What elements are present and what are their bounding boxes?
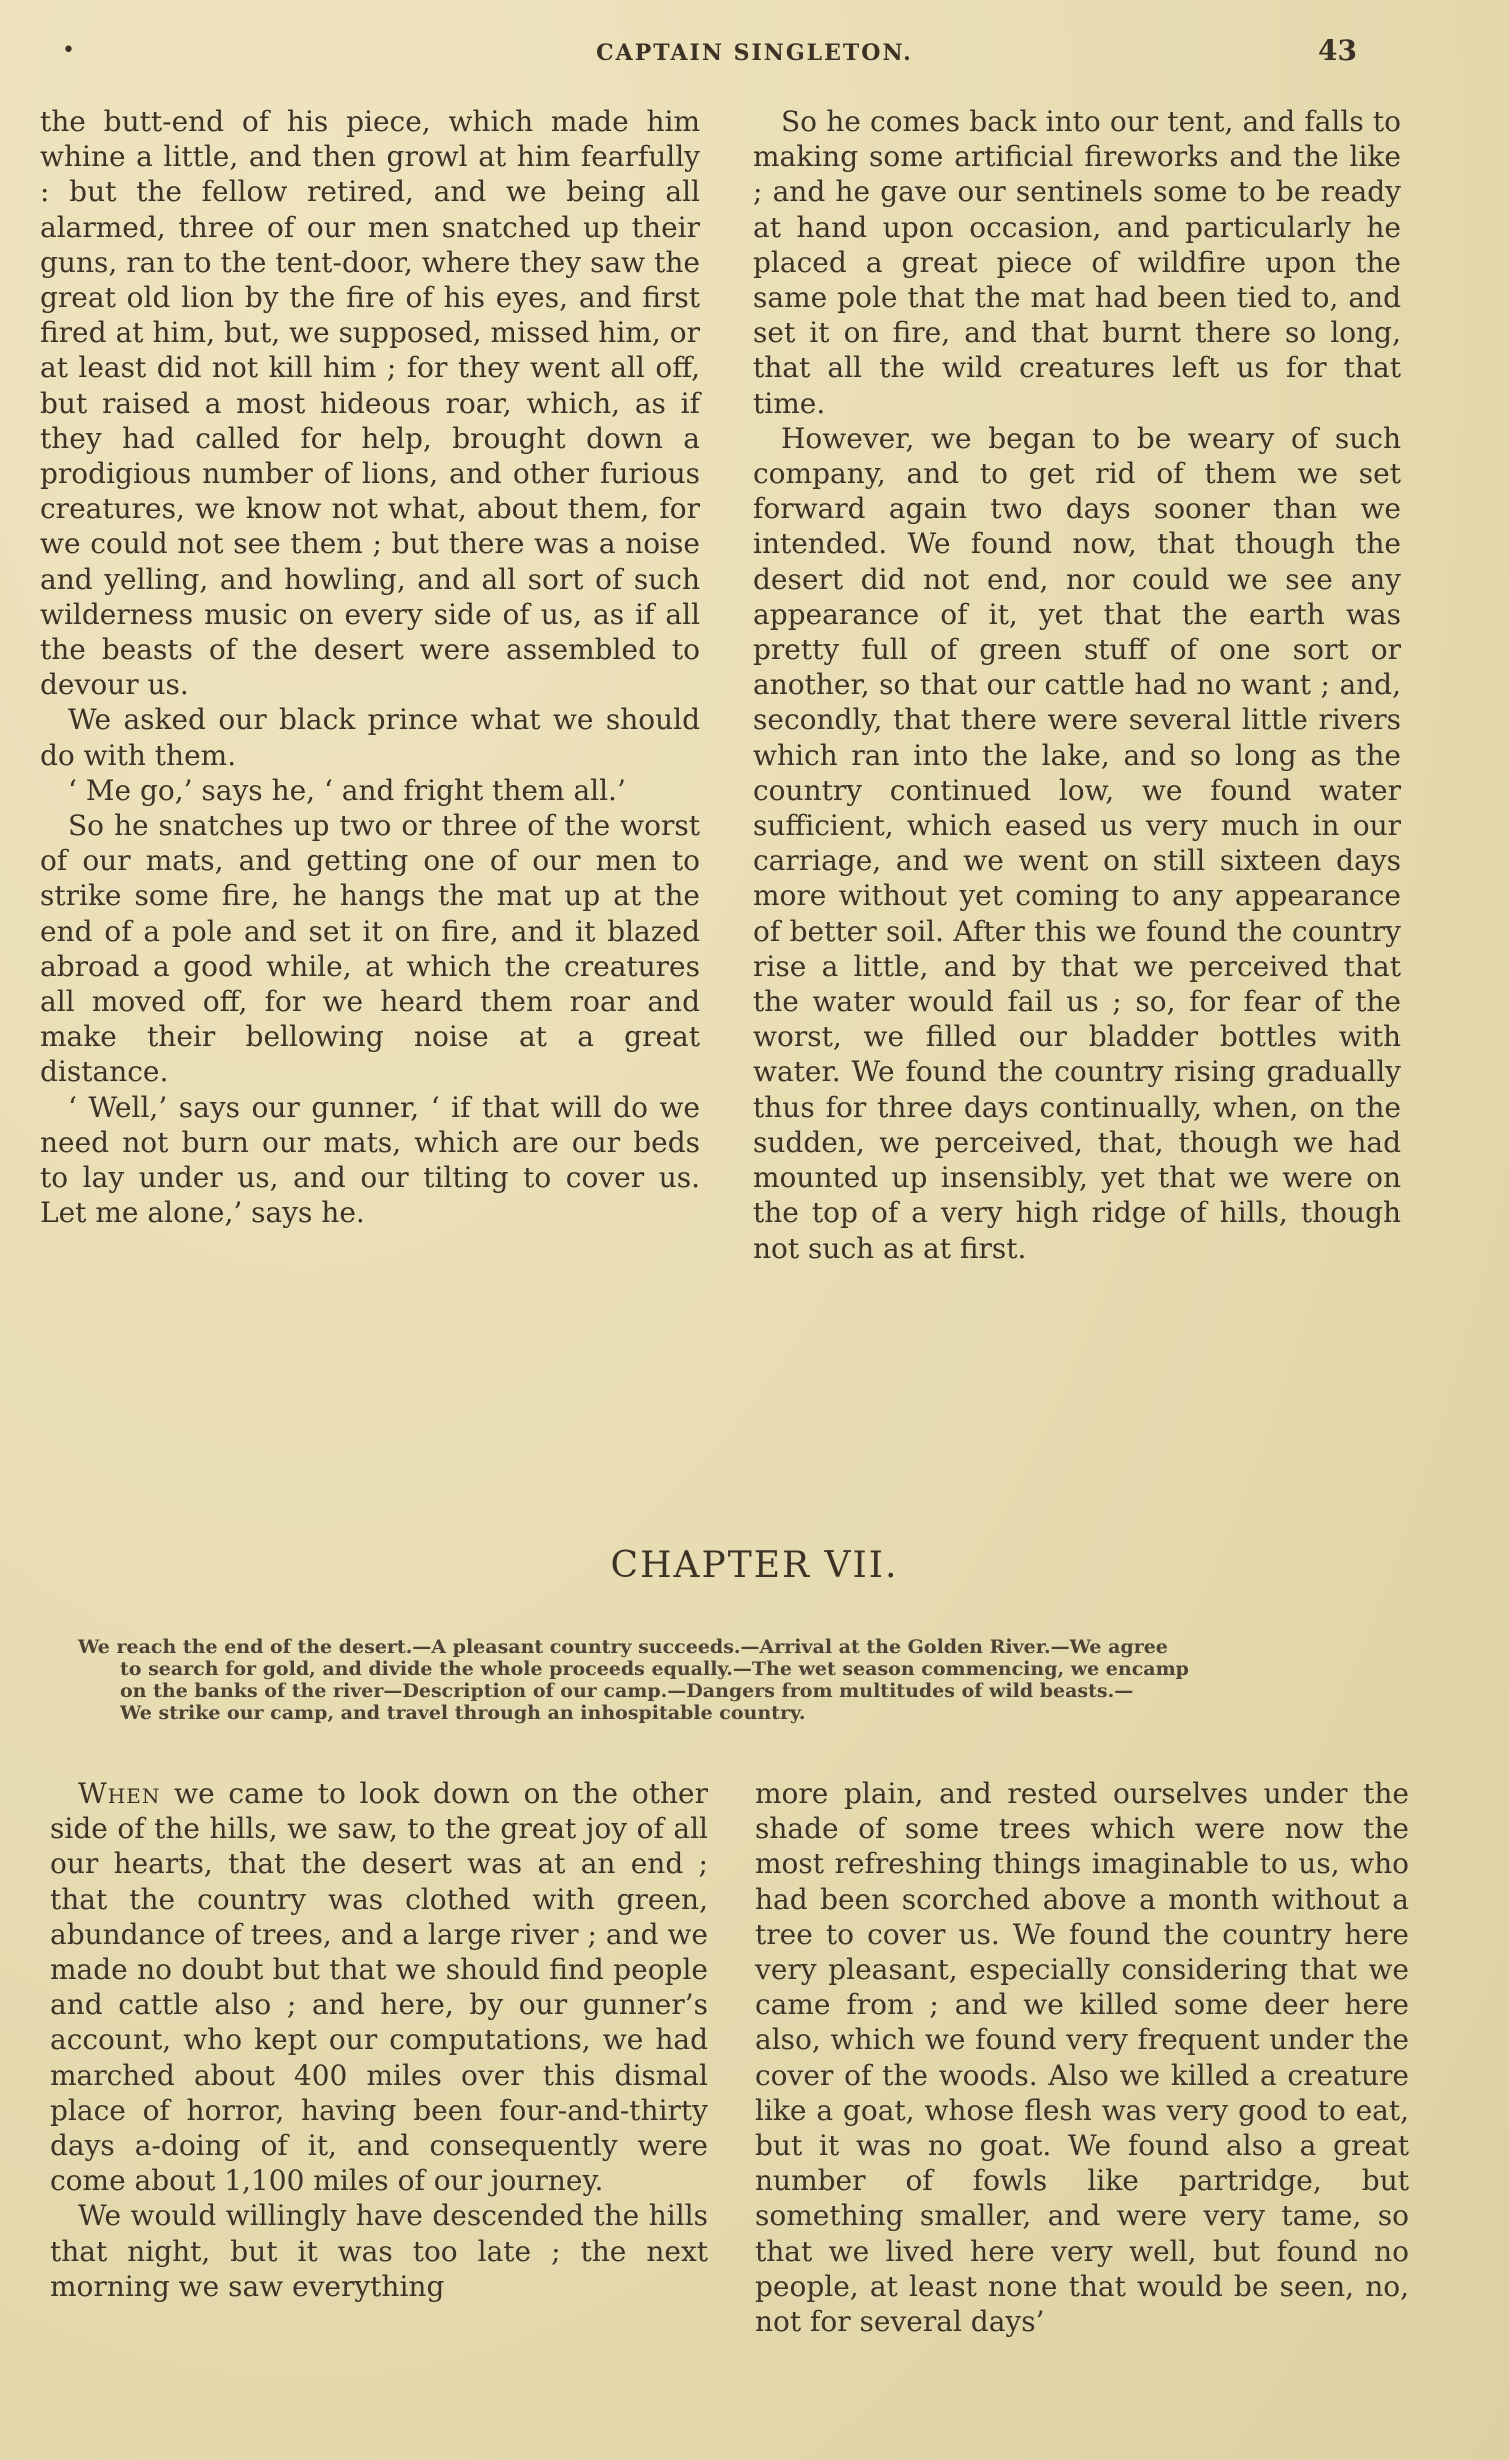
top-left-column — [40, 104, 700, 1231]
paragraph: We would willingly have descended the hills that night, but it was too late ; the next morning we saw everything — [50, 2199, 708, 2303]
paragraph: more plain, and rested ourselves under the shade of some trees which were now the most refreshing things imaginable to us, who had been scorched above a month without a tree to cover us. We found the country here very pleasant, especially considering that we came from ; and we killed some deer here also, which we found very frequent under the cover of the woods. Also we killed a creature like a goat, whose flesh was very good to eat, but it was no goat. We found also a great number of fowls like partridge, but something smaller, and were very tame, so that we lived here very well, but found no people, at least none that would be seen, no, not for several days’ — [755, 1777, 1409, 2339]
paragraph: ‘ Me go,’ says he, ‘ and fright them all.’ — [68, 773, 626, 807]
page-number: 43 — [1318, 34, 1357, 67]
summary-line: to search for gold, and divide the whole proceeds equally.—The wet season commencing, we encamp — [120, 1658, 1189, 1680]
summary-line: We reach the end of the desert.—A pleasant country succeeds.—Arrival at the Golden River.—We agree — [78, 1636, 1168, 1658]
header-dot: • — [62, 38, 75, 63]
bottom-left-column — [50, 1776, 708, 2304]
top-right-column — [753, 104, 1401, 1266]
running-title: CAPTAIN SINGLETON. — [596, 40, 913, 66]
drop-word: When — [78, 1777, 161, 1810]
paragraph: ‘ Well,’ says our gunner, ‘ if that will do we need not burn our mats, which are our beds to lay under us, and our tilting to cover us. Let me alone,’ says he. — [40, 1090, 700, 1230]
running-header — [0, 34, 1509, 70]
summary-line: We strike our camp, and travel through an inhospitable country. — [120, 1702, 806, 1724]
paragraph-text: we came to look down on the other side of the hills, we saw, to the great joy of all our hearts, that the desert was at an end ; that the country was clothed with green, abundance of trees, and a large river ; and we made no doubt but that we should find people and cattle also ; and here, by our gunner’s account, who kept our computations, we had marched about 400 miles over this dismal place of horror, having been four-and-thirty days a-doing of it, and consequently were come about 1,100 miles of our journey. — [50, 1777, 708, 2198]
paragraph: So he comes back into our tent, and falls to making some artificial fireworks and the like ; and he gave our sentinels some to be ready at hand upon occasion, and particularly he placed a great piece of wildfire upon the same pole that the mat had been tied to, and set it on fire, and that burnt there so long, that all the wild creatures left us for that time. — [753, 105, 1401, 420]
chapter-title: CHAPTER VII. — [610, 1545, 899, 1586]
paragraph: So he snatches up two or three of the worst of our mats, and getting one of our men to strike some fire, he hangs the mat up at the end of a pole and set it on fire, and it blazed abroad a good while, at which the creatures all moved off, for we heard them roar and make their bellowing noise at a great distance. — [40, 809, 700, 1089]
bottom-right-column — [755, 1776, 1409, 2339]
paragraph: However, we began to be weary of such company, and to get rid of them we set forward again two days sooner than we intended. We found now, that though the desert did not end, nor could we see any appearance of it, yet that the earth was pretty full of green stuff of one sort or another, so that our cattle had no want ; and, secondly, that there were several little rivers which ran into the lake, and so long as the country continued low, we found water sufficient, which eased us very much in our carriage, and we went on still sixteen days more without yet coming to any appearance of better soil. After this we found the country rise a little, and by that we perceived that the water would fail us ; so, for fear of the worst, we filled our bladder bottles with water. We found the country rising gradually thus for three days continually, when, on the sudden, we perceived, that, though we had mounted up insensibly, yet that we were on the top of a very high ridge of hills, though not such as at first. — [753, 421, 1401, 1265]
paragraph: We asked our black prince what we should do with them. — [40, 703, 700, 772]
summary-line: on the banks of the river—Description of our camp.—Dangers from multitudes of wild beasts.— — [120, 1680, 1134, 1702]
paragraph — [50, 1776, 708, 2198]
chapter-summary — [78, 1636, 1388, 1724]
paragraph: the butt-end of his piece, which made him whine a little, and then growl at him fearfully : but the fellow retired, and we being all alarmed, three of our men snatched up their guns, ran to the tent-door, where they saw the great old lion by the fire of his eyes, and first fired at him, but, we supposed, missed him, or at least did not kill him ; for they went all off, but raised a most hideous roar, which, as if they had called for help, brought down a prodigious number of lions, and other furious creatures, we know not what, about them, for we could not see them ; but there was a noise and yelling, and howling, and all sort of such wilderness music on every side of us, as if all the beasts of the desert were assembled to devour us. — [40, 105, 700, 702]
